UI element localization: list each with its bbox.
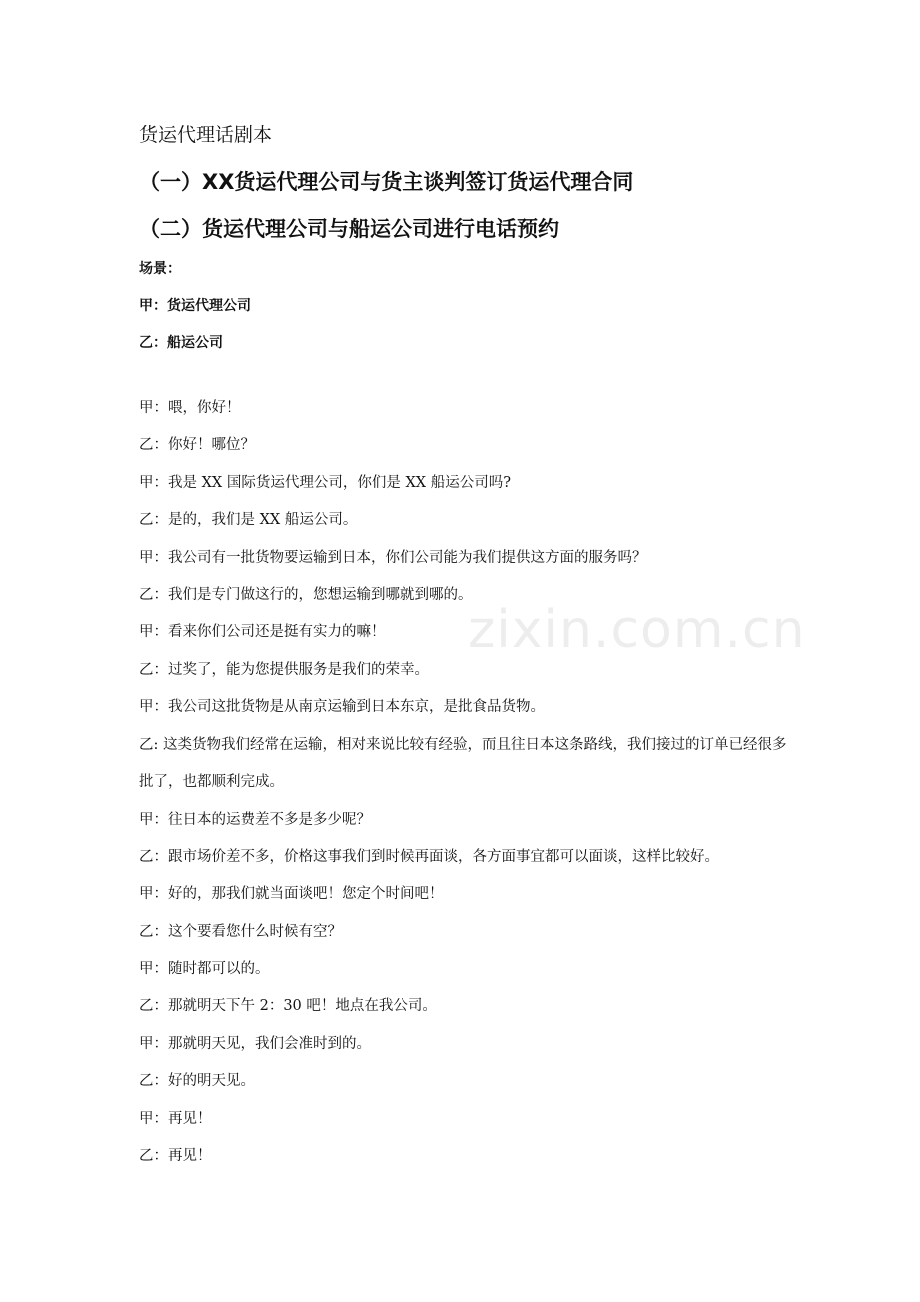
dialogue-line: 甲：那就明天见，我们会准时到的。 [139,1035,371,1052]
dialogue-line: 甲：往日本的运费差不多是多少呢？ [139,811,371,828]
dialogue-line: 甲：我公司这批货物是从南京运输到日本东京，是批食品货物。 [139,699,545,716]
document-page [139,118,799,1183]
section-heading-2: （二）货运代理公司与船运公司进行电话预约 [139,217,559,241]
dialogue-line: 甲：好的，那我们就当面谈吧！您定个时间吧！ [139,886,444,903]
party-b-label: 乙：船运公司 [139,335,223,351]
dialogue-line: 甲：我是 XX 国际货运代理公司，你们是 XX 船运公司吗? [139,474,511,491]
dialogue-line: 乙：跟市场价差不多，价格这事我们到时候再面谈，各方面事宜都可以面谈，这样比较好。 [139,848,719,865]
dialogue-line: 甲：喂，你好！ [139,400,241,416]
dialogue-line: 甲：我公司有一批货物要运输到日本，你们公司能为我们提供这方面的服务吗？ [139,549,647,566]
dialogue-line: 甲：再见！ [139,1110,212,1127]
party-a-label: 甲：货运代理公司 [139,298,251,314]
dialogue-line: 乙：这个要看您什么时候有空？ [139,923,342,940]
dialogue-line: 甲：看来你们公司还是挺有实力的嘛！ [139,624,386,641]
dialogue-line: 乙：过奖了，能为您提供服务是我们的荣幸。 [139,661,429,678]
scene-label: 场景： [139,261,181,277]
dialogue-line: 乙：再见！ [139,1148,212,1165]
dialogue-line: 乙：是的，我们是 XX 船运公司。 [139,512,358,529]
dialogue-line: 乙：好的明天见。 [139,1073,255,1090]
dialogue-line: 乙：我们是专门做这行的，您想运输到哪就到哪的。 [139,586,473,603]
dialogue-line: 甲：随时都可以的。 [139,961,270,978]
dialogue-line: 乙：那就明天下午 2：30 吧！地点在我公司。 [139,998,437,1015]
watermark: zixin.com.cn [468,600,806,660]
dialogue-line: 乙：你好！哪位？ [139,437,255,454]
dialogue-list [139,398,799,1166]
document-title: 货运代理话剧本 [139,124,273,146]
section-heading-1: （一）XX货运代理公司与货主谈判签订货运代理合同 [139,170,634,194]
dialogue-line: 乙: 这类货物我们经常在运输，相对来说比较有经验，而且往日本这条路线，我们接过的订单已经很多批了，也都顺利完成。 [139,736,787,790]
